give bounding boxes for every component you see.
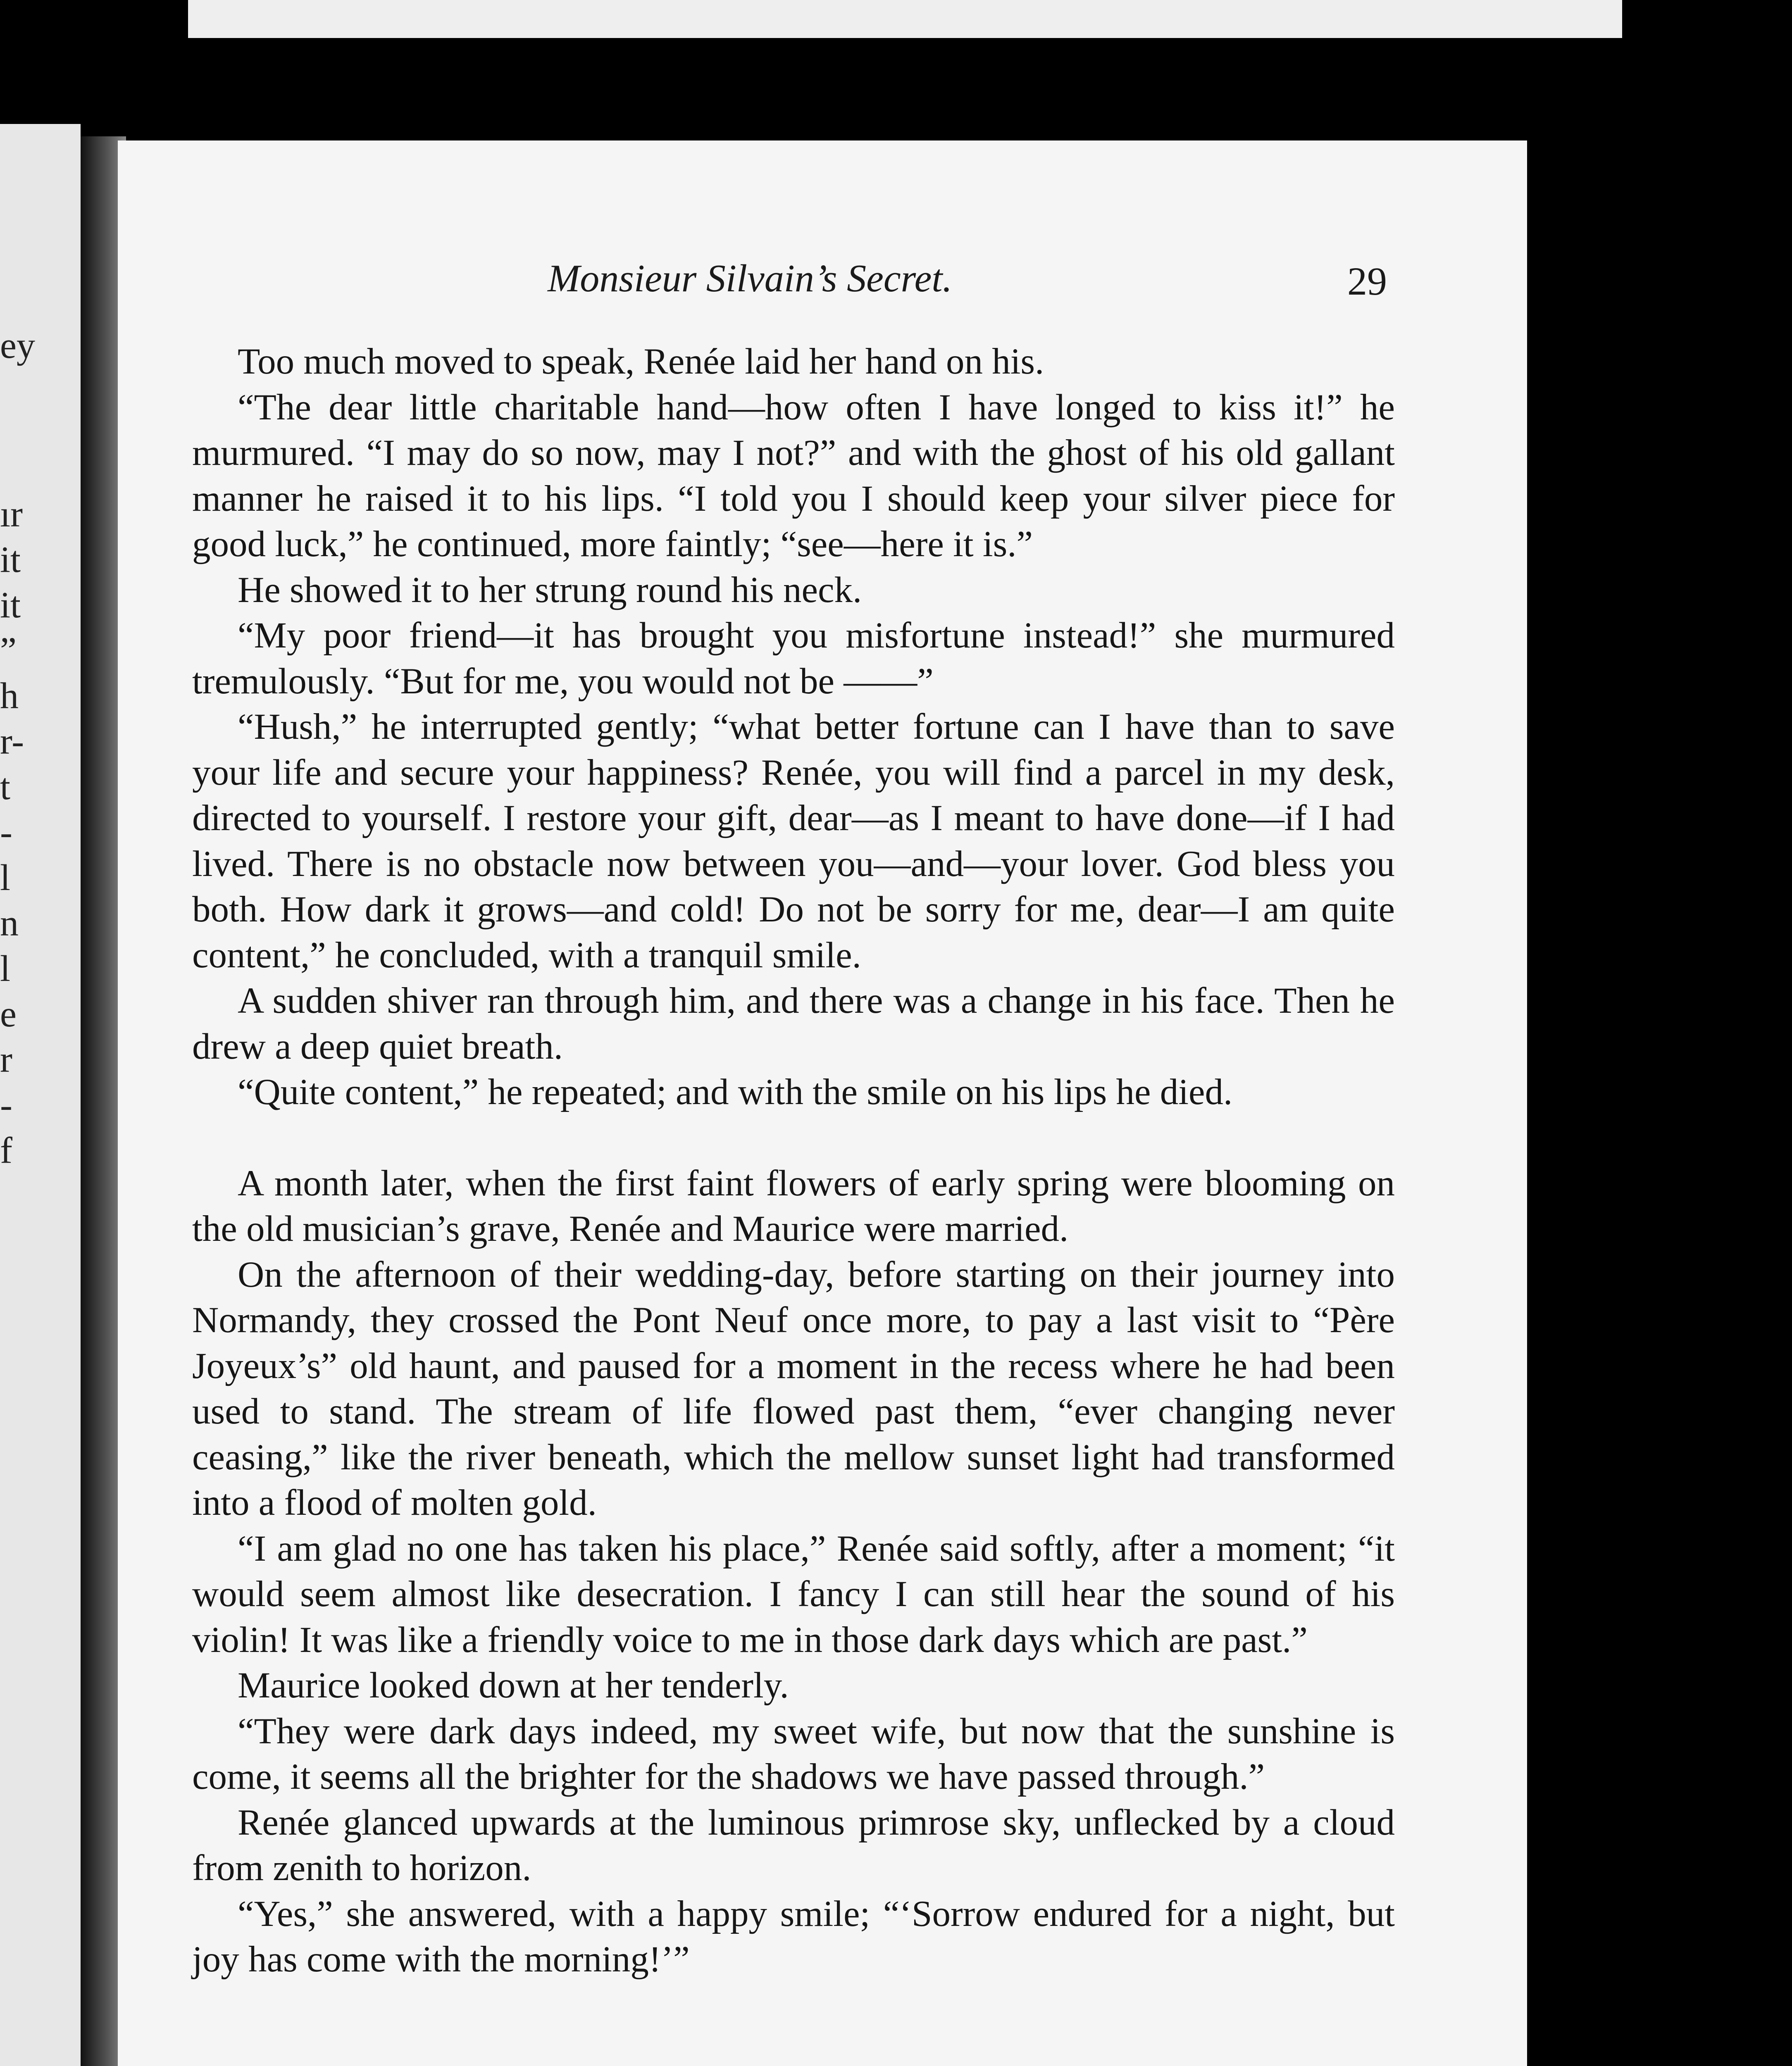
left-page-fragment: ır bbox=[0, 494, 23, 535]
paragraph: Maurice looked down at her tenderly. bbox=[238, 1665, 789, 1706]
paragraph: A sudden shiver ran through him, and there was a change in his face. Then he drew a deep quiet breath. bbox=[192, 981, 1395, 1067]
left-page-fragment: - bbox=[0, 812, 12, 853]
left-page-fragment: t bbox=[0, 766, 11, 807]
left-page-fragment: r bbox=[0, 1039, 12, 1080]
section-break bbox=[192, 1115, 1395, 1161]
paragraph: “Yes,” she answered, with a happy smile; “‘Sorrow endured for a night, but joy has come with the morning!’” bbox=[192, 1893, 1395, 1980]
paragraph: Too much moved to speak, Renée laid her hand on his. bbox=[238, 341, 1044, 382]
paragraph: A month later, when the first faint flowers of early spring were blooming on the old musician’s grave, Renée and Maurice were married. bbox=[192, 1163, 1395, 1249]
left-page-fragment: ” bbox=[0, 630, 17, 671]
paragraph: “The dear little charitable hand—how often I have longed to kiss it!” he murmured. “I may do so now, may I not?” and with the ghost of his old gallant manner he raised it to his lips. “I told you I should keep your silver piece for good luck,” he continued, more faintly; “see—here it is.” bbox=[192, 387, 1395, 564]
left-page-fragment: e bbox=[0, 994, 17, 1035]
paragraph: On the afternoon of their wedding-day, before starting on their journey into Normandy, they crossed the Pont Neuf once more, to pay a last visit to “Père Joyeux’s” old haunt, and paused for a moment in the recess where he had been used to stand. The stream of life flowed past them, “ever changing never ceasing,” like the river beneath, which the mellow sunset light had transformed into a flood of molten gold. bbox=[192, 1254, 1395, 1523]
previous-page-edge bbox=[188, 0, 1622, 38]
running-title: Monsieur Silvain’s Secret. bbox=[548, 257, 953, 300]
paragraph: Renée glanced upwards at the luminous primrose sky, unflecked by a cloud from zenith to horizon. bbox=[192, 1802, 1395, 1888]
paragraph: “My poor friend—it has brought you misfortune instead!” she murmured tremulously. “But for me, you would not be ——” bbox=[192, 615, 1395, 702]
left-page-fragment: n bbox=[0, 903, 19, 944]
paragraph: “Hush,” he interrupted gently; “what better fortune can I have than to save your life and secure your happiness? Renée, you will find a parcel in my desk, directed to yourself. I restore your gift, dear—as I meant to have done—if I had lived. There is no obstacle now between you—and—your lover. God bless you both. How dark it grows—and cold! Do not be sorry for me, dear—I am quite content,” he concluded, with a tranquil smile. bbox=[192, 707, 1395, 976]
paragraph: “Quite content,” he repeated; and with the smile on his lips he died. bbox=[238, 1072, 1233, 1112]
left-page-fragment: l bbox=[0, 857, 11, 898]
left-page-fragment: it bbox=[0, 585, 21, 626]
paragraph: He showed it to her strung round his neck. bbox=[238, 569, 862, 610]
left-page-fragment: l bbox=[0, 948, 11, 989]
left-page-fragment: h bbox=[0, 676, 19, 716]
paragraph: “They were dark days indeed, my sweet wife, but now that the sunshine is come, it seems all the brighter for the shadows we have passed through.” bbox=[192, 1711, 1395, 1797]
left-page-fragment: - bbox=[0, 1085, 12, 1126]
left-page-fragment: ey bbox=[0, 325, 35, 366]
body-text bbox=[192, 339, 1395, 1983]
left-page-fragment: f bbox=[0, 1130, 12, 1171]
book-page bbox=[118, 140, 1527, 2066]
left-page-edge bbox=[0, 124, 81, 2066]
left-page-fragment: it bbox=[0, 539, 21, 580]
page-number: 29 bbox=[1347, 259, 1387, 303]
left-page-fragment: r- bbox=[0, 721, 24, 762]
paragraph: “I am glad no one has taken his place,” Renée said softly, after a moment; “it would seem almost like desecration. I fancy I can still hear the sound of his violin! It was like a friendly voice to me in those dark days which are past.” bbox=[192, 1528, 1395, 1660]
